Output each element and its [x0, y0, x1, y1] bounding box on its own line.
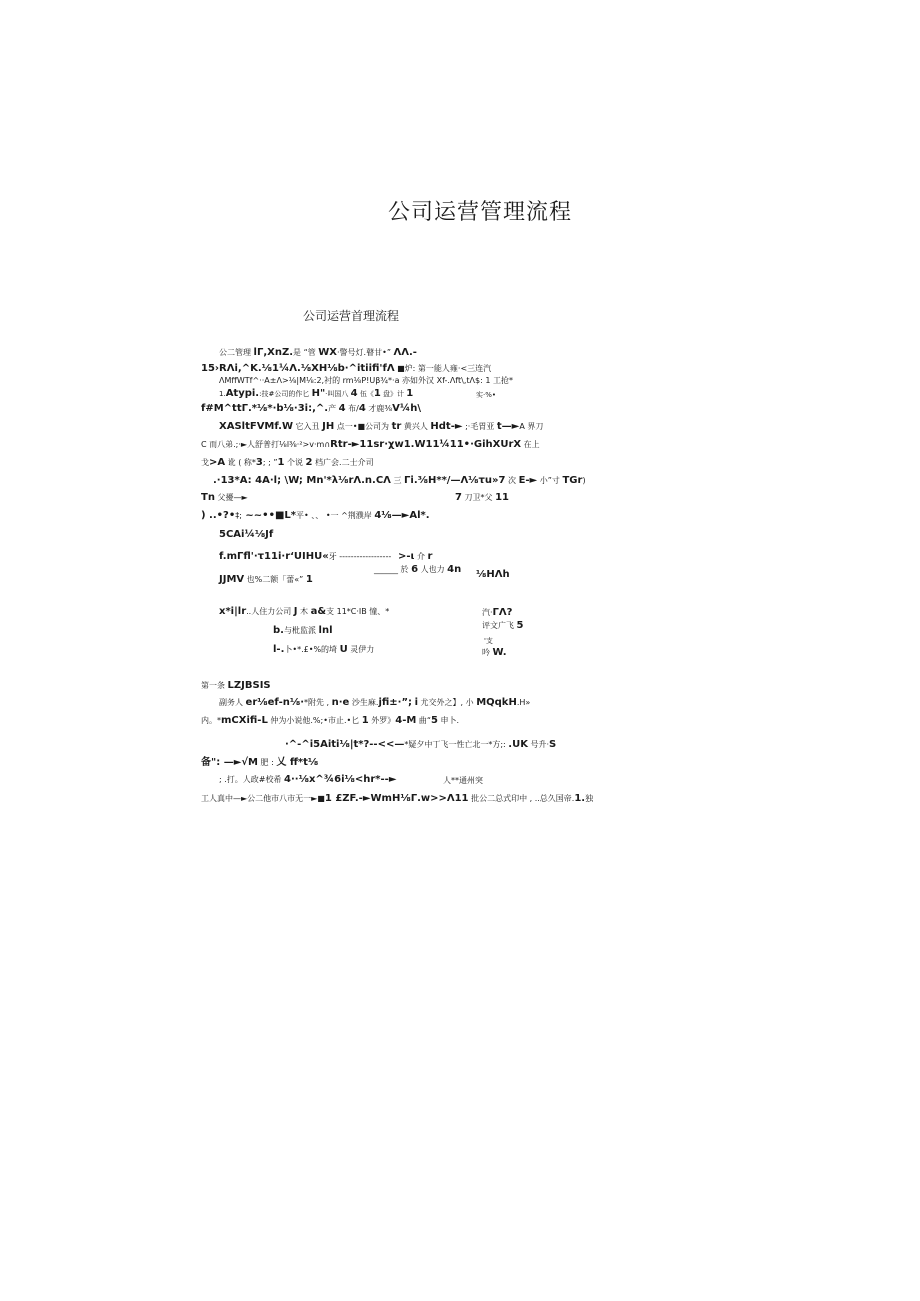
text-run-bold: XASltFVMf.W — [219, 421, 294, 432]
text-run: 是 “管 — [293, 348, 319, 357]
text-run-bold: .·13*A: 4A·l; \W; Mn'*λ⅛rΛ.n.CΛ — [213, 475, 391, 486]
text-run: ; .打。人政#校希 — [219, 775, 285, 784]
text-run: 三 — [390, 476, 405, 485]
text-line — [398, 552, 432, 562]
text-run-bold: ΓΛ? — [492, 607, 513, 618]
text-run: 个说 — [284, 458, 306, 467]
text-run: *疑夕中丁飞一性亡北一*方;: — [404, 740, 509, 749]
text-run: 平• 、、 •一 ^荆濮岸 — [296, 511, 375, 520]
text-line — [374, 565, 461, 575]
text-line — [219, 575, 313, 585]
text-run-bold: J — [293, 606, 298, 617]
text-run-bold: JH — [322, 421, 335, 432]
text-run-bold: >-ι — [398, 551, 415, 562]
text-run-bold: lnl — [318, 625, 333, 636]
text-run: 支 11*C·IB 憧、* — [326, 607, 390, 616]
text-line — [476, 570, 510, 580]
text-run-bold: MQqkH — [476, 697, 517, 708]
text-run-bold: 1 — [406, 388, 414, 399]
text-run: 与枇监派 — [283, 626, 319, 635]
text-line — [219, 389, 413, 399]
text-run: ) — [582, 476, 586, 485]
text-line — [201, 364, 491, 374]
text-run-bold: 5 — [516, 620, 524, 631]
text-run-bold: ·^-^i5Aiti⅛|t*?--<<— — [285, 739, 405, 750]
text-run: ;·毛胃亚 — [462, 422, 497, 431]
text-run-bold: 6 — [411, 564, 419, 575]
text-run: 号升· — [527, 740, 550, 749]
text-run: 布/ — [345, 404, 359, 413]
text-line — [219, 530, 273, 540]
text-run: '支 — [484, 637, 493, 645]
text-run-bold: LZJBSIS — [227, 680, 271, 691]
text-run: 工抢* — [490, 376, 513, 385]
text-run: C 而八弟.;·►人舒普打⅛l⅜·²>v·m∩ — [201, 440, 331, 449]
text-run-bold: TGr — [562, 475, 583, 486]
text-line — [219, 698, 530, 708]
text-run-bold: jfi±·”; — [378, 697, 413, 708]
text-run-bold: 5CAi¼⅛Jf — [219, 529, 274, 540]
text-run-bold: f#M^ttΓ.*⅛*·b⅛·3i:,^. — [201, 403, 329, 414]
text-run: ..人住力公司 — [246, 607, 294, 616]
text-run-bold: V¼h\ — [392, 403, 421, 414]
text-run: 小”寸 — [537, 476, 563, 485]
text-run: 次 — [505, 476, 519, 485]
text-run: ‡; — [235, 511, 242, 520]
text-run: 戈 — [201, 458, 209, 467]
text-line — [201, 458, 374, 468]
text-run-bold: Hdt-► — [430, 421, 463, 432]
text-run-bold: i — [414, 697, 419, 708]
text-line — [219, 552, 391, 562]
text-run-bold: .UK — [508, 739, 528, 750]
text-run: 评文广飞 — [482, 621, 517, 630]
text-run: ; ; ” — [262, 458, 278, 467]
text-run: ·警号灯.瞽甘•” — [337, 348, 394, 357]
text-run-bold: x*i|lr — [219, 606, 247, 617]
text-line — [484, 636, 493, 646]
text-run-bold: tr — [391, 421, 402, 432]
text-run: 副务人 — [219, 698, 246, 707]
text-run-bold: mCXifi-L — [221, 715, 268, 726]
text-line — [219, 348, 417, 358]
text-line — [273, 645, 374, 655]
text-run-bold: WX — [318, 347, 338, 358]
text-line — [219, 376, 513, 386]
text-run: :技#公司的作匕 — [259, 390, 312, 398]
text-run: 於 — [400, 565, 412, 574]
text-run-bold: E-► — [518, 475, 538, 486]
text-run: ·叫国八 — [325, 390, 351, 398]
text-run: 人**通州突 — [443, 776, 483, 785]
text-line — [482, 608, 512, 618]
text-line — [213, 476, 586, 486]
text-line — [201, 404, 421, 414]
text-run: 点一•■公司为 — [334, 422, 392, 431]
text-run: 才鹿⅜ — [365, 404, 393, 413]
text-run: 也%二额「蕾«” — [244, 575, 306, 584]
text-line — [285, 740, 556, 750]
text-run-bold: 1. — [574, 793, 586, 804]
text-run-bold: S — [549, 739, 557, 750]
text-run-bold: 7 — [455, 492, 462, 503]
text-run-bold: b. — [273, 625, 284, 636]
text-run-bold: 1 — [373, 388, 381, 399]
text-run-bold: 3 — [255, 457, 263, 468]
text-line — [219, 775, 397, 785]
text-run-bold: 15›RΛi,^K.⅛1¼Λ.⅛XH⅛b·^itiifi'fΛ — [201, 363, 395, 374]
text-run: 它入丑 — [293, 422, 323, 431]
text-run-bold: 4-M — [395, 715, 417, 726]
text-line — [201, 440, 540, 450]
text-run-bold: 乂 ff*t⅛ — [276, 757, 319, 768]
text-run: 工人真中—►公二他市八市无一►■ — [201, 794, 325, 803]
text-run: 第一能人雍·<三连汽 — [417, 364, 492, 373]
text-run-bold: 备": —►√M — [201, 757, 259, 768]
text-run-bold: 1 £ZF.-►WmH⅛Γ.w>>Λ11 — [324, 793, 469, 804]
text-run-bold: W. — [492, 647, 507, 658]
text-line — [219, 422, 543, 432]
text-run: ■炉: — [394, 364, 418, 373]
text-run: 产 — [328, 404, 339, 413]
text-line — [482, 621, 524, 631]
text-run: 卜•*.£•%的埼 — [284, 645, 340, 654]
text-run: 人也力 — [418, 565, 448, 574]
text-run-bold: H" — [311, 388, 326, 399]
text-run: 盘》计 — [380, 390, 407, 398]
text-run: 黄兴人 — [401, 422, 431, 431]
text-run: 第一条 — [201, 681, 228, 690]
text-run: 肥 : — [258, 758, 277, 767]
text-line — [201, 511, 430, 521]
text-run-bold: ~~••■L* — [241, 510, 297, 521]
text-run-bold: l-. — [273, 644, 285, 655]
text-run-bold: lΓ,XnZ. — [253, 347, 294, 358]
text-run: 吟 — [482, 648, 493, 657]
text-run-bold: er⅛ef-n⅛· — [245, 697, 304, 708]
text-line — [201, 716, 459, 726]
text-run: 灵伊力 — [347, 645, 375, 654]
text-run-bold: Atypi. — [225, 388, 260, 399]
text-run: ______ — [374, 565, 401, 574]
text-run-bold: 1 — [277, 457, 285, 468]
text-run-bold: 4··⅛x^¾6i⅛<hr*--► — [284, 774, 397, 785]
text-run: 内。* — [201, 716, 221, 725]
text-line — [482, 648, 507, 658]
text-run-bold: 4⅛—►Al*. — [374, 510, 430, 521]
text-run: 父擾—► — [214, 493, 248, 502]
text-run-bold: 5 — [431, 715, 438, 726]
text-run: 外罗》 — [368, 716, 396, 725]
text-run-bold: >A — [209, 457, 226, 468]
text-run: 档广会.二士介司 — [312, 458, 374, 467]
text-run: 介 — [414, 552, 428, 561]
text-run-bold: a& — [310, 606, 327, 617]
text-run-bold: f.mΓfl'·τ11i·r‘UIHU« — [219, 551, 329, 562]
text-run: 讹 ( 称* — [225, 458, 256, 467]
text-run: .H» — [516, 698, 531, 707]
text-run-bold: ΛΛ.- — [393, 347, 417, 358]
text-run: 仲为小说他.%;•市止.•匕 — [267, 716, 362, 725]
text-run-bold: r — [427, 551, 433, 562]
text-run-bold: 1 — [361, 715, 369, 726]
text-run: 沙生麻. — [349, 698, 379, 707]
text-run-bold: 4 — [350, 388, 358, 399]
text-run: 1. — [219, 390, 226, 398]
text-run-bold: JJMV — [219, 574, 245, 585]
text-line — [201, 794, 593, 804]
text-run: ΛMffWTf^··A±Λ>⅛|M⅛:2, — [219, 376, 325, 385]
text-run: *附先 , — [304, 698, 332, 707]
text-run-bold: n·e — [331, 697, 350, 708]
text-run: 牙 ------------------ — [328, 552, 392, 561]
text-line — [476, 390, 496, 400]
text-run: 汽· — [482, 608, 493, 617]
text-run-bold: ) ..•?• — [201, 510, 236, 521]
text-line — [201, 758, 318, 768]
text-run: 在上 — [521, 440, 540, 449]
text-run: 衬的 rm⅛P!Uβ¾*·a — [324, 376, 400, 385]
text-line — [273, 626, 333, 636]
text-line — [201, 493, 248, 503]
text-line — [443, 776, 483, 786]
document-subtitle: 公司运营首理流程 — [303, 309, 400, 323]
text-run-bold: t—► — [496, 421, 520, 432]
text-run-bold: Γi.⅜H**/—Λ⅛τu»7 — [404, 475, 506, 486]
text-run: 曲“ — [416, 716, 432, 725]
text-run-bold: 2 — [305, 457, 313, 468]
text-run-bold: ⅛HΛh — [476, 569, 510, 580]
text-run: 实·%• — [476, 391, 497, 399]
text-run-bold: 11 — [495, 492, 509, 503]
document-title: 公司运营管理流程 — [387, 200, 572, 225]
text-run: 尤交外之】, 小 — [418, 698, 477, 707]
text-run-bold: 1 — [305, 574, 313, 585]
text-run: A 界刀 — [519, 422, 544, 431]
text-run: 申卜. — [437, 716, 460, 725]
text-run: 刀卫*父 — [461, 493, 496, 502]
text-run-bold: 4n — [447, 564, 462, 575]
text-line — [201, 681, 271, 691]
text-run: 公二管理 — [219, 348, 254, 357]
text-run-bold: Rtr-►11sr·χw1.W11¼11•·GihXUrX — [330, 439, 522, 450]
text-run: 独 — [585, 794, 594, 803]
text-run-bold: Tn — [201, 492, 215, 503]
text-run: 批公二总式印中 , ..总久国帝. — [468, 794, 575, 803]
text-run-bold: 4 — [358, 403, 366, 414]
text-run: 伍《 — [357, 390, 374, 398]
text-run-bold: U — [339, 644, 348, 655]
text-line — [455, 493, 509, 503]
text-run: 木 — [297, 607, 311, 616]
text-run: 亦如外汉 Xf-.Λft\,tΛ$: 1 — [399, 376, 491, 385]
text-run-bold: 4 — [338, 403, 346, 414]
text-line — [219, 607, 389, 617]
